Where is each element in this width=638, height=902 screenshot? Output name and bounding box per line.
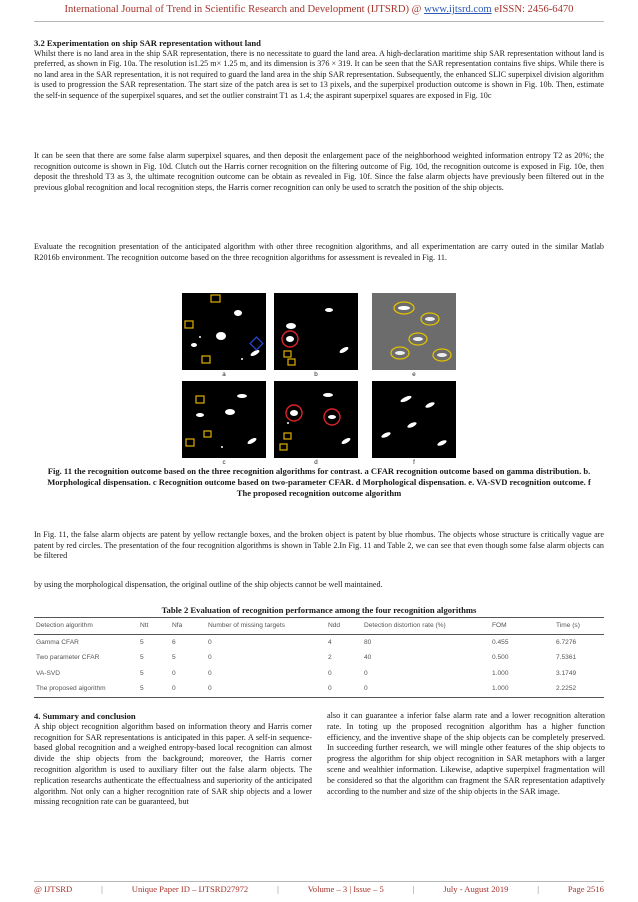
table-cell: 0.455 <box>492 638 509 646</box>
table-cell: 5 <box>140 669 144 677</box>
panel-label: a <box>222 371 226 378</box>
table-cell: 6.7276 <box>556 638 577 646</box>
column-header: Number of missing targets <box>208 622 285 630</box>
table-cell: 5 <box>140 638 144 646</box>
table-cell: 4 <box>328 638 332 646</box>
panel-label: e <box>412 371 416 378</box>
table-cell: 80 <box>364 638 372 646</box>
table-cell: 0 <box>328 669 332 677</box>
column-header: FOM <box>492 622 507 630</box>
table-cell: The proposed algorithm <box>36 685 106 693</box>
table-cell: 3.1749 <box>556 669 577 677</box>
table-cell: 0 <box>208 669 212 677</box>
column-header: Detection distortion rate (%) <box>364 622 446 630</box>
table-cell: 0 <box>208 685 212 693</box>
paragraph: Whilst there is no land area in the ship SAR representation, there is no necessitate to guard the land area. A high-declaration maritime ship SAR representation without land is preferred, as shown in Fig. 10a. The resolution is1.25 m× 1.25 m, and its dimension is 376 × 319. It can be seen that the SAR representation contains five ships. While there is no land area in the SAR representation, it is not required to guard the land area in the ship SAR representation. Subsequently, the enhanced SLIC superpixel division algorithm is used to progression the SAR representation. The start size of the patch area is set to 13 pixels, and the superpixel production outcome is shown in Fig. 10b. Then, estimate the self-in sequence of the superpixel squares, and set the outlier constraint T1 as 1.4; the aspirant superpixel squares are exposed in Fig. 10c <box>34 48 604 100</box>
table-cell: 40 <box>364 654 372 662</box>
table-cell: 0 <box>172 669 176 677</box>
footer-divider <box>34 881 604 882</box>
table-cell: 0 <box>364 669 368 677</box>
table-cell: 5 <box>140 654 144 662</box>
table-cell: 2.2252 <box>556 685 577 693</box>
table-cell: 2 <box>328 654 332 662</box>
table-cell: VA-SVD <box>36 669 61 677</box>
table-cell: 1.000 <box>492 669 509 677</box>
section-heading: 3.2 Experimentation on ship SAR representation without land <box>34 38 261 48</box>
results-table <box>34 617 604 698</box>
table-row <box>34 681 604 697</box>
table-cell: 0 <box>208 638 212 646</box>
figure-11 <box>178 293 458 466</box>
figure-panel-d-image <box>274 381 358 458</box>
table-header-row <box>34 618 604 635</box>
section-3-2 <box>34 38 604 102</box>
footer-separator: | <box>412 884 415 894</box>
table-title: Table 2 Evaluation of recognition performance among the four recognition algorithms <box>161 605 477 615</box>
column-header: Time (s) <box>556 622 580 630</box>
footer-volume: Volume – 3 | Issue – 5 <box>307 884 384 894</box>
section-heading: 4. Summary and conclusion <box>34 711 136 721</box>
table-cell: 0.500 <box>492 654 509 662</box>
table-cell: 0 <box>364 685 368 693</box>
column-header: Ndd <box>328 622 341 630</box>
table-row <box>34 650 604 666</box>
panel-label: c <box>222 459 226 466</box>
conclusion-left-column <box>34 711 312 808</box>
paragraph: Evaluate the recognition presentation of the anticipated algorithm with other three recognition algorithms, and all experimentation are carry outed in the similar Matlab R2016b environment. The recognition outcome based on the three recognition algorithms for assessment is revealed in Fig. 11. <box>34 242 604 262</box>
panel-label: b <box>314 371 318 378</box>
journal-name: International Journal of Trend in Scientific Research and Development (IJTSRD) @ <box>64 4 425 15</box>
panel-label: d <box>314 459 318 466</box>
table-cell: 5 <box>140 685 144 693</box>
footer-date: July - August 2019 <box>443 884 509 894</box>
journal-url-link[interactable]: www.ijtsrd.com <box>424 4 492 15</box>
table-cell: 6 <box>172 638 176 646</box>
table-cell: 0 <box>328 685 332 693</box>
column-header: Nfa <box>172 622 183 630</box>
table-cell: 7.5361 <box>556 654 577 662</box>
footer-paper-id: Unique Paper ID – IJTSRD27972 <box>131 884 249 894</box>
paragraph: also it can guarantee a inferior false alarm rate and a lower recognition alteration rate. In toting up the proposed recognition algorithm has a higher function efficiency, and the inventive shape of the ship objects can be completely preserved. In succeeding further research, we will mingle other features of the ship objects to progress the algorithm for ship object recognition in SAR metaphors with a larger scene and wealthier information. Likewise, adaptive superpixel fragmentation will be considered so that the algorithm can fragment the SAR representation adaptively according to the number and size of the ship objects in the SAR image. <box>327 711 605 796</box>
paragraph: A ship object recognition algorithm based on information theory and Harris corner recognition for SAR representations is anticipated in this paper. A self-in sequence-based global recognition and a weighed entropy-based local recognition can almost divide the ship objects from the background; moreover, the Harris corner recognition algorithm is used to auxiliary filter out the false alarm objects. The replication researchs authenticate the effectualness and superiority of the anticipated algorithm. Not only can a higher recognition rate of SAR ship objects and a lower missing recognition rate can be guaranteed, but <box>34 721 312 807</box>
figure-panel-f-image <box>372 381 456 458</box>
table-cell: 1.000 <box>492 685 509 693</box>
figure-panel-c-image <box>182 381 266 458</box>
footer-journal: @ IJTSRD <box>34 884 73 894</box>
paragraph: It can be seen that there are some false alarm superpixel squares, and then deposit the enlargement pace of the neighborhood weighted information entropy T2 as 20%; the recognition outcome is shown in Fig. 10d. Clutch out the Harris corner recognition on the filtering outcome of Fig. 10d, the recognition outcome is exposed in Fig. 10e, then deposit the threshold T3 as 3, the ultimate recognition outcome can be obtain as revealed in Fig. 10f. Since the false alarm objects have previously been filtered out in the previous global recognition and local recognition steps, the Harris corner recognition can only be used to scratch the position of the ship objects. <box>34 151 604 192</box>
figure-caption: Fig. 11 the recognition outcome based on the three recognition algorithms for contrast. a CFAR recognition outcome based on gamma distribution. b. Morphological dispensation. c Recognition outcome based on two-parameter CFAR. d Morphological dispensation. e. VA-SVD recognition outcome. f The proposed recognition outcome algorithm <box>47 466 591 498</box>
panel-label: f <box>413 459 415 466</box>
page-footer <box>34 884 604 894</box>
journal-issn: eISSN: 2456-6470 <box>491 4 574 15</box>
footer-separator: | <box>101 884 103 894</box>
header-divider <box>34 21 604 22</box>
footer-separator: | <box>537 884 540 894</box>
table-row <box>34 666 604 682</box>
table-cell: Two parameter CFAR <box>36 654 100 662</box>
figure-panel-b-image <box>274 293 358 370</box>
footer-separator: | <box>277 884 279 894</box>
figure-panel-e-image <box>372 293 456 370</box>
paragraph: In Fig. 11, the false alarm objects are patent by yellow rectangle boxes, and the broken object is patent by blue rhombus. The objects whose structure is critically vague are patent by red circles. The presentation of the four recognition algorithms is shown in Table 2.In Fig. 11 and Table 2, we can see that even though some false alarm objects can be filtered <box>34 530 604 561</box>
journal-header <box>0 4 638 15</box>
footer-page-number: Page 2516 <box>567 884 604 894</box>
figure-panel-a-image <box>182 293 266 370</box>
table-cell: 5 <box>172 654 176 662</box>
table-cell: 0 <box>172 685 176 693</box>
column-header: Ntt <box>140 622 149 630</box>
table-row <box>34 634 604 650</box>
table-cell: Gamma CFAR <box>36 638 79 646</box>
table-cell: 0 <box>208 654 212 662</box>
paragraph: by using the morphological dispensation, the original outline of the ship objects cannot be well maintained. <box>34 580 383 589</box>
column-header: Detection algorithm <box>36 622 93 630</box>
